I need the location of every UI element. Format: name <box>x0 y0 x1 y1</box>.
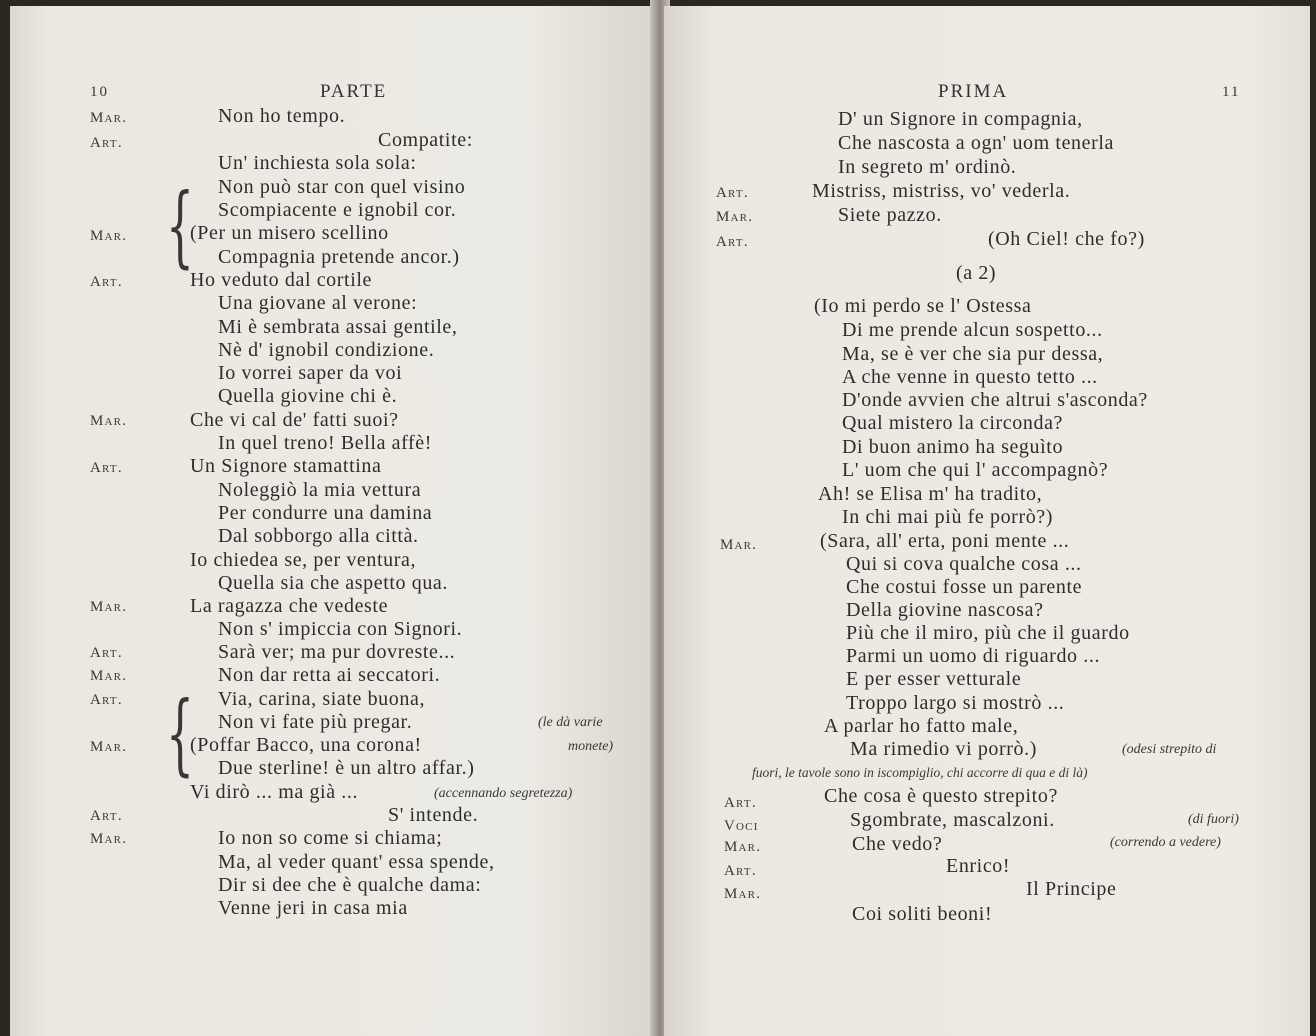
verse-line: (Sara, all' erta, poni mente ... <box>820 530 1070 552</box>
verse-line: Quella giovine chi è. <box>218 385 398 407</box>
verse-line: Ma, se è ver che sia pur dessa, <box>842 343 1104 365</box>
verse-line: In quel treno! Bella affè! <box>218 432 433 454</box>
verse-line: Ma, al veder quant' essa spende, <box>218 851 495 873</box>
verse-line: Dal sobborgo alla città. <box>218 525 419 547</box>
right-page <box>664 6 1310 1036</box>
verse-line: Compatite: <box>378 129 473 151</box>
stage-direction: (accennando segretezza) <box>434 786 573 801</box>
verse-line: Qual mistero la circonda? <box>842 412 1064 434</box>
verse-line: Non ho tempo. <box>218 105 346 127</box>
verse-line: A parlar ho fatto male, <box>824 715 1019 737</box>
speaker-label: Mar. <box>90 739 128 755</box>
verse-line: Compagnia pretende ancor.) <box>218 246 460 268</box>
verse-line: Che vedo? <box>852 833 943 855</box>
running-head: PRIMA <box>938 81 1009 102</box>
page-number: 11 <box>1222 84 1241 100</box>
verse-line: In segreto m' ordinò. <box>838 156 1017 178</box>
verse-line: Più che il miro, più che il guardo <box>846 622 1130 644</box>
verse-line: Che vi cal de' fatti suoi? <box>190 409 399 431</box>
speaker-label: Art. <box>90 460 123 476</box>
speaker-label: Art. <box>724 863 757 879</box>
speaker-label: Voci <box>724 818 759 834</box>
speaker-label: Mar. <box>716 209 754 225</box>
verse-line: (Oh Ciel! che fo?) <box>988 228 1145 250</box>
verse-line: Via, carina, siate buona, <box>218 688 426 710</box>
speaker-label: Art. <box>90 692 123 708</box>
verse-line: Sgombrate, mascalzoni. <box>850 809 1055 831</box>
verse-line: (Io mi perdo se l' Ostessa <box>814 295 1032 317</box>
verse-line: Vi dirò ... ma già ... <box>190 781 359 803</box>
verse-line: Io vorrei saper da voi <box>218 362 403 384</box>
verse-line: Di buon animo ha seguìto <box>842 436 1064 458</box>
verse-line: Di me prende alcun sospetto... <box>842 319 1103 341</box>
verse-line: Un Signore stamattina <box>190 455 382 477</box>
verse-line: Due sterline! è un altro affar.) <box>218 757 475 779</box>
verse-line: Dir si dee che è qualche dama: <box>218 874 482 896</box>
verse-line: Siete pazzo. <box>838 204 942 226</box>
verse-line: Un' inchiesta sola sola: <box>218 152 417 174</box>
verse-line: Per condurre una damina <box>218 502 433 524</box>
verse-line: S' intende. <box>388 804 479 826</box>
speaker-label: Mar. <box>90 228 128 244</box>
verse-line: La ragazza che vedeste <box>190 595 389 617</box>
speaker-label: Mar. <box>90 110 128 126</box>
verse-line: Non dar retta ai seccatori. <box>218 664 441 686</box>
running-head: PARTE <box>320 81 388 102</box>
verse-line: Della giovine nascosa? <box>846 599 1044 621</box>
verse-line: Enrico! <box>946 855 1011 877</box>
speaker-label: Art. <box>716 185 749 201</box>
verse-line: Non s' impiccia con Signori. <box>218 618 463 640</box>
stage-direction: fuori, le tavole sono in iscompiglio, chi accorre di qua e di là) <box>752 765 1088 780</box>
verse-line: Quella sia che aspetto qua. <box>218 572 449 594</box>
speaker-label: Mar. <box>720 537 758 553</box>
speaker-label: Mar. <box>90 831 128 847</box>
verse-line: (Poffar Bacco, una corona! <box>190 734 422 756</box>
brace: { <box>166 684 194 786</box>
speaker-label: Art. <box>716 234 749 250</box>
speaker-label: Art. <box>724 795 757 811</box>
verse-line: Ma rimedio vi porrò.) <box>850 738 1038 760</box>
speaker-label: Mar. <box>724 839 762 855</box>
speaker-label: Art. <box>90 808 123 824</box>
verse-line: Mi è sembrata assai gentile, <box>218 316 458 338</box>
verse-line: Parmi un uomo di riguardo ... <box>846 645 1101 667</box>
verse-line: Il Principe <box>1026 878 1117 900</box>
verse-line: Nè d' ignobil condizione. <box>218 339 435 361</box>
verse-line: A che venne in questo tetto ... <box>842 366 1098 388</box>
verse-line: Ho veduto dal cortile <box>190 269 372 291</box>
verse-line: Non può star con quel visino <box>218 176 466 198</box>
verse-line: Che nascosta a ogn' uom tenerla <box>838 132 1115 154</box>
verse-line: Troppo largo si mostrò ... <box>846 692 1065 714</box>
verse-line: Io non so come si chiama; <box>218 827 443 849</box>
speaker-label: Mar. <box>90 668 128 684</box>
verse-line: Scompiacente e ignobil cor. <box>218 199 457 221</box>
verse-line: Non vi fate più pregar. <box>218 711 413 733</box>
stage-direction: (le dà varie <box>538 715 603 730</box>
stage-direction: (correndo a vedere) <box>1110 835 1221 850</box>
brace: { <box>166 176 194 278</box>
verse-line: Ah! se Elisa m' ha tradito, <box>818 483 1043 505</box>
speaker-label: Mar. <box>724 886 762 902</box>
verse-line: Una giovane al verone: <box>218 292 418 314</box>
speaker-label: Mar. <box>90 599 128 615</box>
verse-line: Coi soliti beoni! <box>852 903 993 925</box>
speaker-label: Art. <box>90 135 123 151</box>
verse-line: In chi mai più fe porrò?) <box>842 506 1054 528</box>
stage-direction: (odesi strepito di <box>1122 742 1217 757</box>
verse-line: (a 2) <box>956 262 997 284</box>
page-number: 10 <box>90 84 109 100</box>
verse-line: Qui si cova qualche cosa ... <box>846 553 1082 575</box>
verse-line: Che costui fosse un parente <box>846 576 1083 598</box>
verse-line: Venne jeri in casa mia <box>218 897 408 919</box>
speaker-label: Mar. <box>90 413 128 429</box>
speaker-label: Art. <box>90 274 123 290</box>
verse-line: D'onde avvien che altrui s'asconda? <box>842 389 1148 411</box>
verse-line: Sarà ver; ma pur dovreste... <box>218 641 456 663</box>
verse-line: Noleggiò la mia vettura <box>218 479 422 501</box>
verse-line: Io chiedea se, per ventura, <box>190 549 417 571</box>
verse-line: Che cosa è questo strepito? <box>824 785 1058 807</box>
verse-line: D' un Signore in compagnia, <box>838 108 1083 130</box>
verse-line: E per esser vetturale <box>846 668 1022 690</box>
stage-direction: monete) <box>568 739 614 754</box>
speaker-label: Art. <box>90 645 123 661</box>
left-page <box>10 6 656 1036</box>
verse-line: L' uom che qui l' accompagnò? <box>842 459 1109 481</box>
verse-line: Mistriss, mistriss, vo' vederla. <box>812 180 1071 202</box>
verse-line: (Per un misero scellino <box>190 222 389 244</box>
stage-direction: (di fuori) <box>1188 812 1239 827</box>
